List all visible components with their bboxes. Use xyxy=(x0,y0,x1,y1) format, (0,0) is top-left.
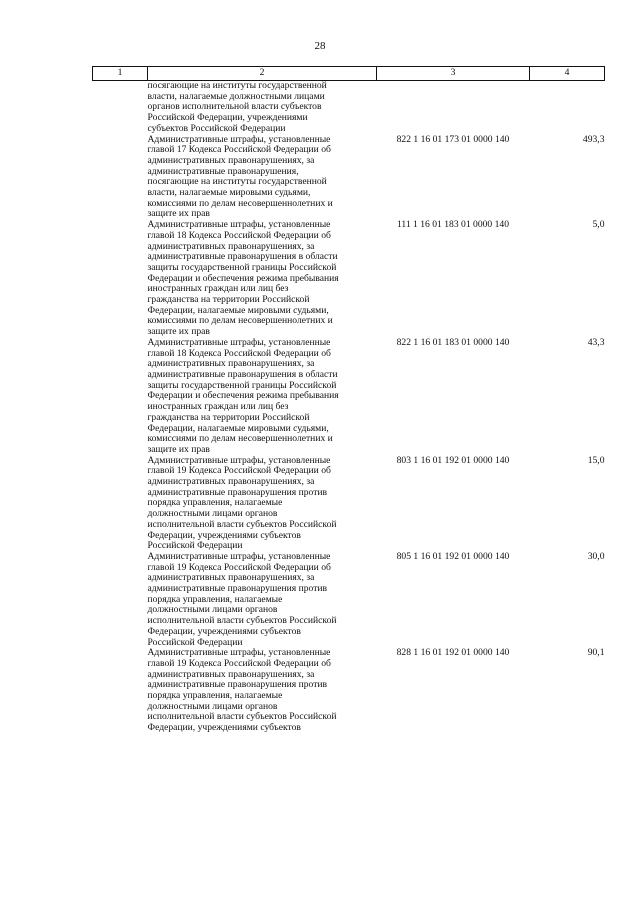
table-row xyxy=(93,456,605,552)
row-amount-cell xyxy=(530,81,605,135)
column-number-header: 1 xyxy=(93,67,148,81)
row-code-cell: 822 1 16 01 173 01 0000 140 xyxy=(396,133,510,145)
row-amount-cell: 90,1 xyxy=(587,647,605,659)
table-row xyxy=(93,338,605,456)
row-code-cell: 803 1 16 01 192 01 0000 140 xyxy=(396,454,510,466)
page-number: 28 xyxy=(314,40,326,52)
row-code-cell: 111 1 16 01 183 01 0000 140 xyxy=(396,219,509,231)
column-name-header: 2 xyxy=(148,67,377,81)
row-amount-cell: 30,0 xyxy=(587,550,605,562)
row-amount-cell: 493,3 xyxy=(582,133,605,145)
column-code-header: 3 xyxy=(377,67,530,81)
column-amount-header: 4 xyxy=(530,67,605,81)
row-name-cell: Административные штрафы, установленные главой 18 Кодекса Российской Федерации об административных правонарушениях, за административные правонарушения в области защиты государственной границы Российской Федерации и обеспечения режима пребывания иностранных граждан или лиц без гражданства на территории Российской Федерации, налагаемые мировыми судьями, комиссиями по делам несовершеннолетних и защите их прав xyxy=(147,219,339,338)
table-row xyxy=(93,552,605,648)
row-index-cell xyxy=(93,552,148,648)
row-code-cell xyxy=(377,81,530,135)
row-amount-cell: 5,0 xyxy=(592,219,605,231)
table-row xyxy=(93,81,605,135)
row-code-cell: 805 1 16 01 192 01 0000 140 xyxy=(396,550,510,562)
table-row xyxy=(93,220,605,338)
table-header-row xyxy=(93,67,605,81)
row-code-cell: 822 1 16 01 183 01 0000 140 xyxy=(396,336,510,348)
table-row xyxy=(93,648,605,734)
row-amount-cell: 43,3 xyxy=(587,336,605,348)
row-index-cell xyxy=(93,338,148,456)
row-name-cell: Административные штрафы, установленные главой 19 Кодекса Российской Федерации об административных правонарушениях, за административные правонарушения против порядка управления, налагаемые должностными лицами органов исполнительной власти субъектов Российской Федерации, учреждениями субъектов Российской Федерации xyxy=(147,550,337,648)
row-name-cell: посягающие на институты государственной власти, налагаемые должностными лицами органов исполнительной власти субъектов Российской Федерации, учреждениями субъектов Российской Федерации xyxy=(147,80,327,134)
row-name-cell: Административные штрафы, установленные главой 19 Кодекса Российской Федерации об административных правонарушениях, за административные правонарушения против порядка управления, налагаемые должностными лицами органов исполнительной власти субъектов Российской Федерации, учреждениями субъектов Российской Федерации xyxy=(147,454,337,552)
row-amount-cell: 15,0 xyxy=(587,454,605,466)
row-index-cell xyxy=(93,135,148,221)
row-index-cell xyxy=(93,81,148,135)
row-name-cell: Административные штрафы, установленные главой 17 Кодекса Российской Федерации об административных правонарушениях, за административные правонарушения, посягающие на институты государственной власти, налагаемые мировыми судьями, комиссиями по делам несовершеннолетних и защите их прав xyxy=(147,133,333,220)
row-index-cell xyxy=(93,456,148,552)
row-name-cell: Административные штрафы, установленные главой 18 Кодекса Российской Федерации об административных правонарушениях, за административные правонарушения в области защиты государственной границы Российской Федерации и обеспечения режима пребывания иностранных граждан или лиц без гражданства на территории Российской Федерации, налагаемые мировыми судьями, комиссиями по делам несовершеннолетних и защите их прав xyxy=(147,336,339,455)
row-code-cell: 828 1 16 01 192 01 0000 140 xyxy=(396,647,510,659)
budget-revenue-table xyxy=(92,66,605,734)
row-index-cell xyxy=(93,220,148,338)
table-row xyxy=(93,135,605,221)
row-name-cell: Административные штрафы, установленные главой 19 Кодекса Российской Федерации об административных правонарушениях, за административные правонарушения против порядка управления, налагаемые должностными лицами органов исполнительной власти субъектов Российской Федерации, учреждениями субъектов xyxy=(147,647,337,734)
row-index-cell xyxy=(93,648,148,734)
